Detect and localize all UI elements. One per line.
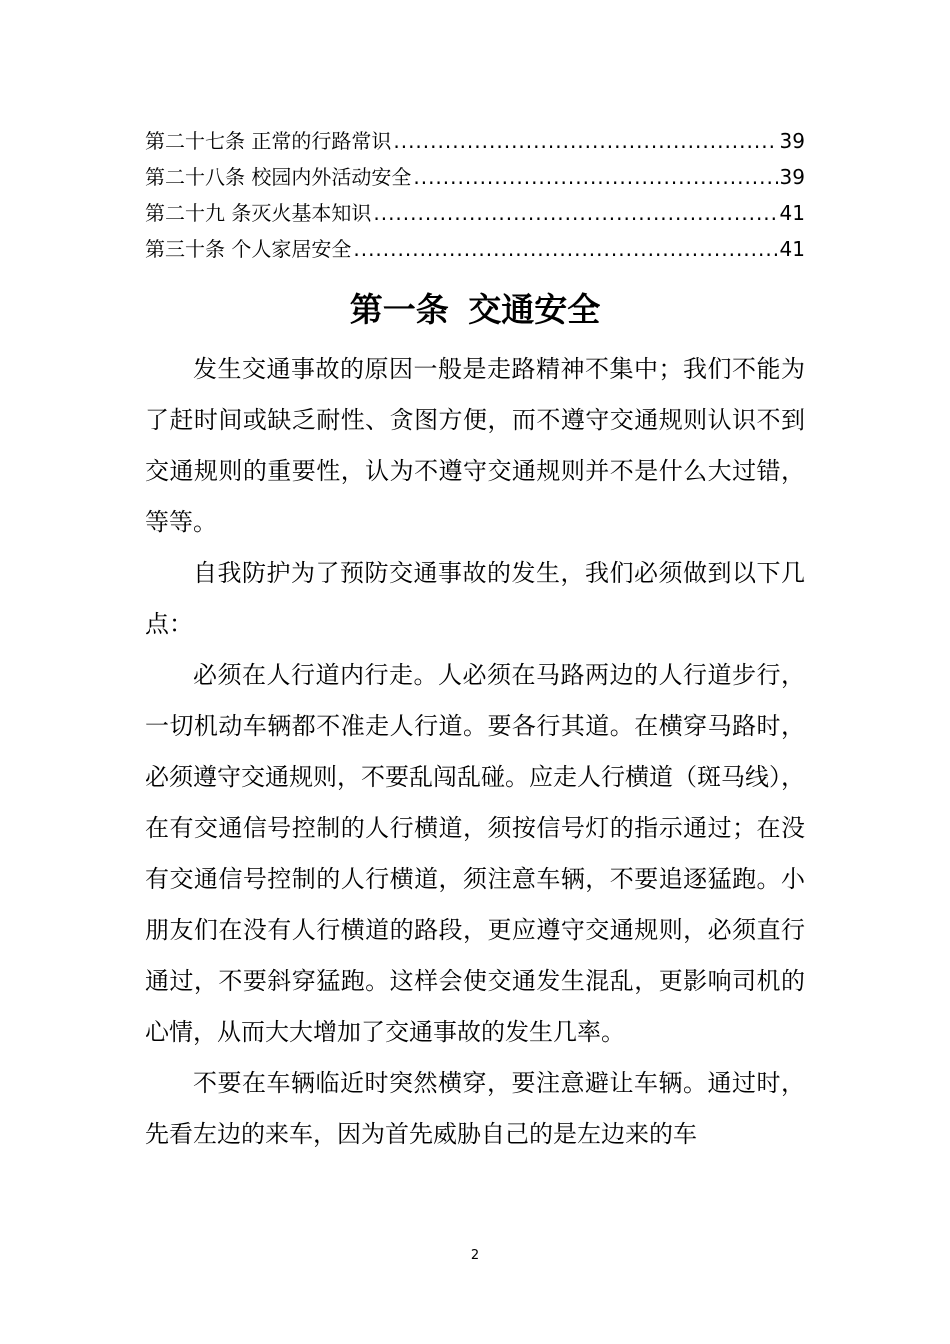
body-paragraph: 发生交通事故的原因一般是走路精神不集中；我们不能为了赶时间或缺乏耐性、贪图方便，而不遵守交通规则认识不到交通规则的重要性，认为不遵守交通规则并不是什么大过错，等等。 bbox=[145, 355, 805, 536]
toc-entry bbox=[145, 231, 805, 267]
section-heading: 第一条 交通安全 bbox=[349, 290, 601, 329]
page-number: 2 bbox=[470, 1248, 480, 1263]
table-of-contents bbox=[145, 123, 805, 267]
toc-entry-label: 第二十八条 校园内外活动安全 bbox=[145, 165, 412, 189]
toc-entry-label: 第三十条 个人家居安全 bbox=[145, 237, 352, 261]
toc-leader-dots bbox=[393, 123, 777, 159]
toc-leader-dots bbox=[373, 195, 777, 231]
toc-entry-page: 41 bbox=[779, 201, 805, 225]
body-paragraph: 必须在人行道内行走。人必须在马路两边的人行道步行，一切机动车辆都不准走人行道。要各行其道。在横穿马路时，必须遵守交通规则，不要乱闯乱碰。应走人行横道（斑马线），在有交通信号控制的人行横道，须按信号灯的指示通过；在没有交通信号控制的人行横道，须注意车辆，不要追逐猛跑。小朋友们在没有人行横道的路段，更应遵守交通规则，必须直行通过，不要斜穿猛跑。这样会使交通发生混乱，更影响司机的心情，从而大大增加了交通事故的发生几率。 bbox=[145, 661, 805, 1046]
toc-entry-page: 41 bbox=[779, 237, 805, 261]
body-paragraph: 不要在车辆临近时突然横穿，要注意避让车辆。通过时，先看左边的来车，因为首先威胁自己的是左边来的车 bbox=[145, 1069, 805, 1148]
toc-entry-label: 第二十九 条灭火基本知识 bbox=[145, 201, 372, 225]
toc-entry bbox=[145, 159, 805, 195]
body-paragraph: 自我防护为了预防交通事故的发生，我们必须做到以下几点： bbox=[145, 559, 805, 638]
toc-leader-dots bbox=[353, 231, 777, 267]
toc-leader-dots bbox=[413, 159, 777, 195]
toc-entry bbox=[145, 123, 805, 159]
toc-entry-page: 39 bbox=[779, 129, 805, 153]
section-body bbox=[145, 344, 805, 1160]
toc-entry-label: 第二十七条 正常的行路常识 bbox=[145, 129, 392, 153]
toc-entry bbox=[145, 195, 805, 231]
toc-entry-page: 39 bbox=[779, 165, 805, 189]
